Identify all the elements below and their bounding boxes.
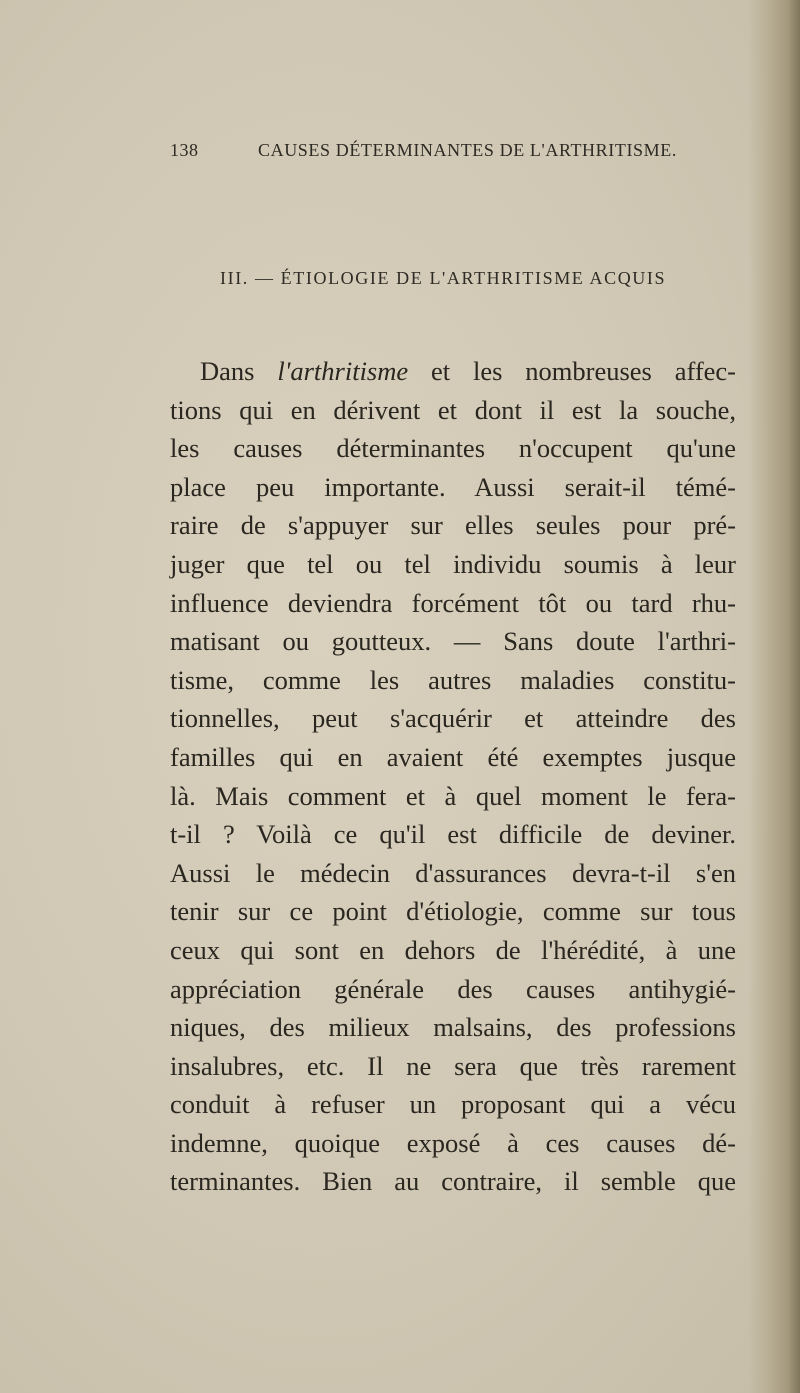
text-fragment: Dans [200, 356, 278, 386]
body-paragraph [170, 352, 736, 1201]
text-line: t-il ? Voilà ce qu'il est difficile de deviner. [170, 819, 736, 850]
text-fragment: et les nombreuses affec- [408, 356, 736, 386]
text-line: tisme, comme les autres maladies constitu- [170, 664, 736, 695]
text-line [170, 352, 736, 391]
text-line: tions qui en dérivent et dont il est la souche, [170, 394, 736, 425]
text-line: place peu importante. Aussi serait-il témé- [170, 471, 736, 502]
text-line: juger que tel ou tel individu soumis à leur [170, 548, 736, 579]
italic-term: l'arthritisme [277, 356, 409, 386]
text-line: les causes déterminantes n'occupent qu'une [170, 433, 736, 464]
section-title: III. — ÉTIOLOGIE DE L'ARTHRITISME ACQUIS [220, 268, 667, 288]
running-header [170, 140, 730, 170]
text-line: influence deviendra forcément tôt ou tard rhu- [170, 587, 736, 618]
text-line: familles qui en avaient été exemptes jusque [170, 741, 736, 772]
text-line: indemne, quoique exposé à ces causes dé- [170, 1127, 736, 1158]
text-line: terminantes. Bien au contraire, il semble que [170, 1166, 736, 1197]
text-line: tenir sur ce point d'étiologie, comme sur tous [170, 896, 736, 927]
running-title: CAUSES DÉTERMINANTES DE L'ARTHRITISME. [258, 140, 677, 160]
text-line: ceux qui sont en dehors de l'hérédité, à une [170, 934, 736, 965]
text-line: insalubres, etc. Il ne sera que très rarement [170, 1050, 736, 1081]
page-edge-shadow [748, 0, 800, 1393]
text-line: là. Mais comment et à quel moment le fera- [170, 780, 736, 811]
text-line: conduit à refuser un proposant qui a vécu [170, 1089, 736, 1120]
text-line: raire de s'appuyer sur elles seules pour pré- [170, 510, 736, 541]
text-line: Aussi le médecin d'assurances devra-t-il s'en [170, 857, 736, 888]
text-line: matisant ou goutteux. — Sans doute l'arthri- [170, 626, 736, 657]
text-line: appréciation générale des causes antihygié- [170, 973, 736, 1004]
text-line: niques, des milieux malsains, des professions [170, 1012, 736, 1043]
text-line: tionnelles, peut s'acquérir et atteindre des [170, 703, 736, 734]
page-number: 138 [170, 140, 199, 160]
